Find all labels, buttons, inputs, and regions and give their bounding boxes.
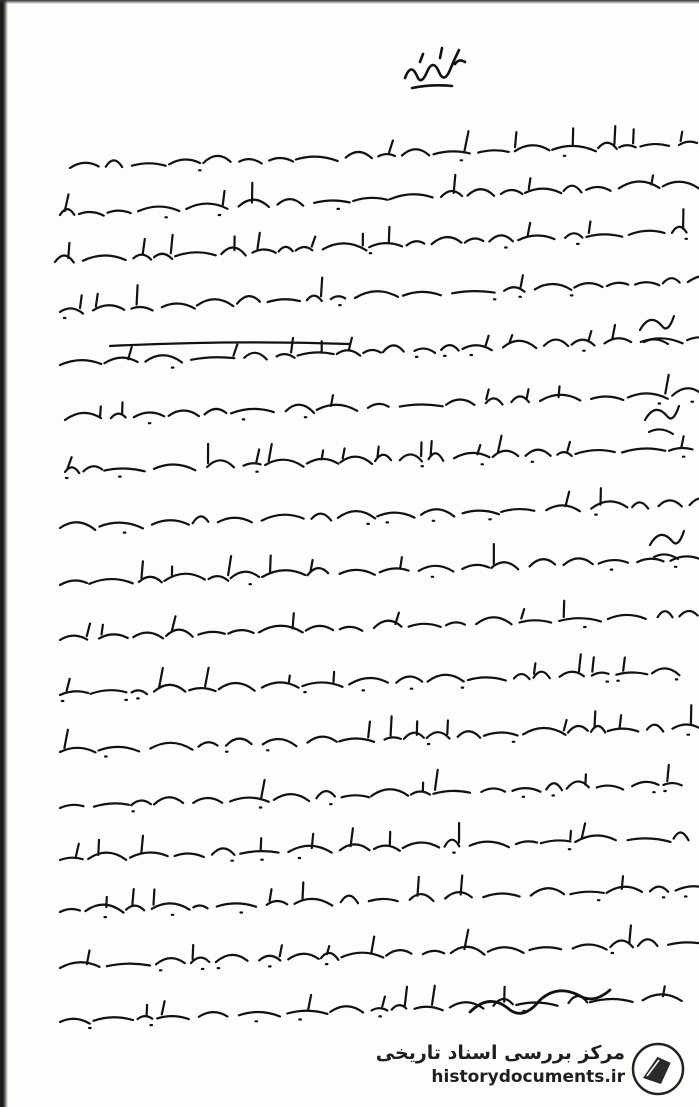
handwritten-line-17 (60, 986, 682, 1028)
handwritten-line-7 (65, 436, 693, 478)
handwritten-line-13 (60, 765, 682, 811)
handwritten-line-3 (55, 209, 687, 262)
invocation-heading (405, 48, 465, 88)
handwritten-line-14 (60, 823, 689, 861)
margin-note-2 (645, 406, 679, 434)
handwritten-line-8 (60, 488, 699, 532)
watermark-org-name: مرکز بررسی اسناد تاریخی (375, 1042, 625, 1064)
handwritten-line-2 (60, 175, 699, 217)
handwritten-line-5 (60, 325, 699, 368)
handwritten-line-10 (60, 601, 698, 640)
margin-note-3 (650, 531, 684, 559)
watermark-website: historydocuments.ir (431, 1067, 625, 1087)
handwritten-line-9 (60, 544, 699, 585)
handwritten-line-16 (60, 926, 699, 971)
signature (470, 990, 610, 1013)
handwritten-line-6 (65, 375, 699, 423)
handwritten-line-11 (60, 654, 679, 701)
handwritten-line-15 (60, 876, 699, 918)
handwritten-line-1 (70, 126, 697, 170)
underline-stroke (110, 342, 350, 346)
archive-watermark (375, 1038, 685, 1098)
book-emblem-icon (631, 1042, 685, 1096)
handwritten-line-12 (60, 705, 699, 756)
handwritten-line-4 (60, 275, 699, 318)
